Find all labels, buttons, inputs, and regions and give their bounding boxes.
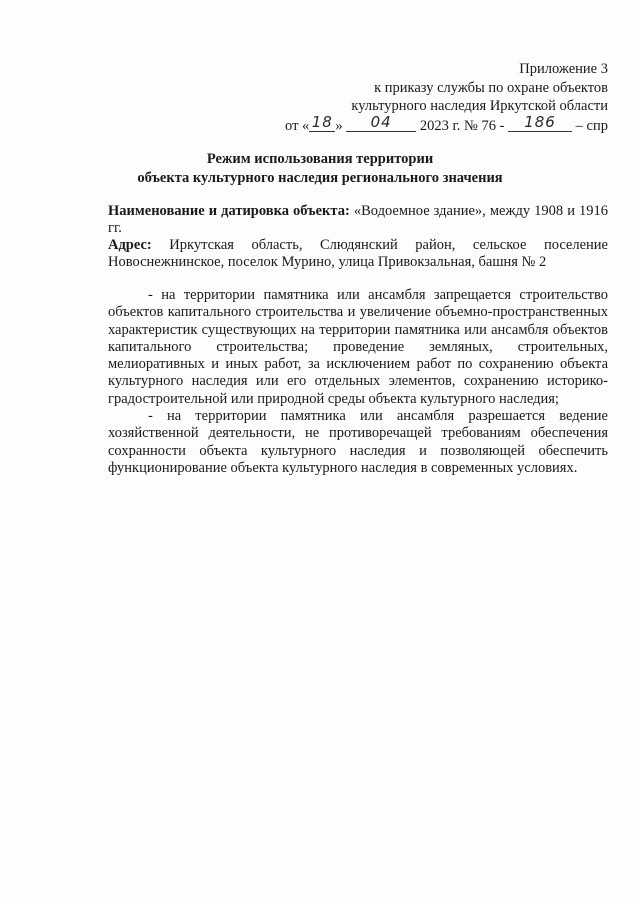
appendix-header [248,60,608,135]
service-name: культурного наследия Иркутской области [351,98,608,114]
title-line-1: Режим использования территории [206,151,434,167]
appendix-number: Приложение 3 [519,61,608,77]
order-date-line [248,112,608,136]
document-title [0,150,640,188]
object-address-label: Адрес: [108,237,152,253]
paragraph-allowed: - на территории памятника или ансамбля разрешается ведение хозяйственной деятельности, не противоречащей требованиям обеспечения сохранности объекта культурного наследия и позволяющей обеспечить функционирование объекта культурного наследия в современных условиях. [108,408,608,476]
date-prefix: от « [285,117,310,134]
object-address-value: Иркутская область, Слюдянский район, сельское поселение Новоснежнинское, поселок Мурино, улица Привокзальная, башня № 2 [108,237,608,270]
month-field [346,112,416,132]
day-handwritten: 18 [311,112,333,131]
order-number-field [508,112,572,132]
month-handwritten: 04 [370,112,392,131]
object-name-label: Наименование и датировка объекта: [108,203,350,219]
object-info [108,203,608,271]
paragraph-prohibited: - на территории памятника или ансамбля запрещается строительство объектов капитального строительства и увеличение объемно-пространственных характеристик существующих на территории памятника или ансамбля объектов капитального строительства; проведение земляных, строительных, мелиоративных и иных работ, за исключением работ по сохранению объекта культурного наследия или его отдельных элементов, сохранению историко-градостроительной или природной среды объекта культурного наследия; [108,287,608,407]
object-name-value: «Водоемное здание», между 1908 и 1916 гг. [108,203,609,236]
regime-body [108,287,608,477]
year-number-text: 2023 г. № 76 - [419,117,505,134]
day-field [309,112,335,132]
object-address-row [108,237,608,271]
order-suffix: – спр [575,117,608,134]
order-reference: к приказу службы по охране объектов [374,79,608,96]
date-mid: » [335,117,343,134]
title-line-2: объекта культурного наследия регионального значения [137,170,503,186]
object-name-row [108,203,608,237]
order-number-handwritten: 186 [524,112,556,131]
